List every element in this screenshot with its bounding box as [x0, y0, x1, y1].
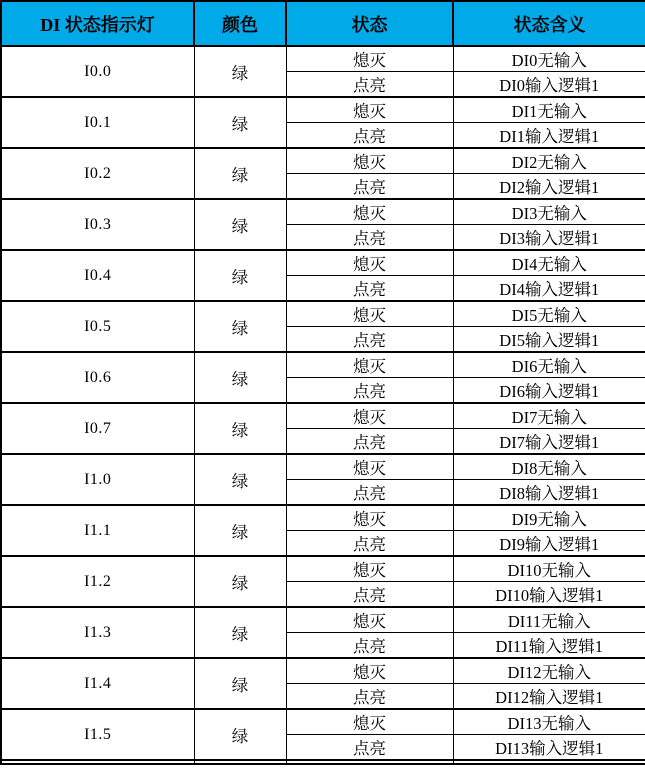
table-row	[1, 352, 645, 378]
state-off-cell: 熄灭	[286, 352, 453, 378]
color-cell: 绿	[194, 250, 286, 301]
state-on-cell: 点亮	[286, 327, 453, 353]
table-row	[1, 403, 645, 429]
indicator-cell: I0.6	[1, 352, 194, 403]
indicator-cell: I0.0	[1, 46, 194, 97]
meaning-off-cell: DI0无输入	[453, 46, 645, 72]
meaning-on-cell: DI11输入逻辑1	[453, 633, 645, 659]
state-off-cell: 熄灭	[286, 148, 453, 174]
color-cell: 绿	[194, 46, 286, 97]
indicator-cell: I1.3	[1, 607, 194, 658]
color-cell: 绿	[194, 556, 286, 607]
table-row	[1, 148, 645, 174]
meaning-on-cell: DI10输入逻辑1	[453, 582, 645, 608]
meaning-on-cell: DI9输入逻辑1	[453, 531, 645, 557]
state-off-cell: 熄灭	[286, 301, 453, 327]
indicator-cell: I0.4	[1, 250, 194, 301]
color-cell: 绿	[194, 505, 286, 556]
table-row	[1, 301, 645, 327]
meaning-on-cell: DI4输入逻辑1	[453, 276, 645, 302]
meaning-on-cell: DI0输入逻辑1	[453, 72, 645, 98]
indicator-cell: I1.1	[1, 505, 194, 556]
meaning-off-cell: DI4无输入	[453, 250, 645, 276]
meaning-off-cell: DI2无输入	[453, 148, 645, 174]
meaning-off-cell: DI13无输入	[453, 709, 645, 735]
state-on-cell: 点亮	[286, 276, 453, 302]
indicator-cell: I1.0	[1, 454, 194, 505]
indicator-cell: I1.5	[1, 709, 194, 760]
state-off-cell: 熄灭	[286, 199, 453, 225]
state-on-cell: 点亮	[286, 123, 453, 149]
meaning-off-cell: DI12无输入	[453, 658, 645, 684]
state-on-cell: 点亮	[286, 582, 453, 608]
partial-cell	[453, 760, 645, 764]
state-off-cell: 熄灭	[286, 556, 453, 582]
table-row	[1, 607, 645, 633]
table-row	[1, 250, 645, 276]
header-state-meaning: 状态含义	[453, 1, 645, 46]
table-row	[1, 709, 645, 735]
state-on-cell: 点亮	[286, 225, 453, 251]
color-cell: 绿	[194, 454, 286, 505]
color-cell: 绿	[194, 709, 286, 760]
meaning-on-cell: DI2输入逻辑1	[453, 174, 645, 200]
indicator-cell: I0.7	[1, 403, 194, 454]
state-off-cell: 熄灭	[286, 505, 453, 531]
color-cell: 绿	[194, 658, 286, 709]
color-cell: 绿	[194, 199, 286, 250]
state-off-cell: 熄灭	[286, 97, 453, 123]
table-header	[1, 1, 645, 46]
partial-cell	[286, 760, 453, 764]
table-row	[1, 46, 645, 72]
meaning-on-cell: DI6输入逻辑1	[453, 378, 645, 404]
state-off-cell: 熄灭	[286, 250, 453, 276]
bottom-partial-row	[1, 760, 645, 764]
partial-cell	[1, 760, 194, 764]
indicator-cell: I1.4	[1, 658, 194, 709]
indicator-cell: I0.1	[1, 97, 194, 148]
table-row	[1, 505, 645, 531]
state-on-cell: 点亮	[286, 684, 453, 710]
meaning-on-cell: DI3输入逻辑1	[453, 225, 645, 251]
color-cell: 绿	[194, 148, 286, 199]
state-on-cell: 点亮	[286, 378, 453, 404]
state-on-cell: 点亮	[286, 531, 453, 557]
meaning-off-cell: DI5无输入	[453, 301, 645, 327]
meaning-off-cell: DI7无输入	[453, 403, 645, 429]
meaning-on-cell: DI8输入逻辑1	[453, 480, 645, 506]
color-cell: 绿	[194, 97, 286, 148]
header-di-indicator: DI 状态指示灯	[1, 1, 194, 46]
meaning-off-cell: DI8无输入	[453, 454, 645, 480]
table-row	[1, 97, 645, 123]
meaning-on-cell: DI13输入逻辑1	[453, 735, 645, 761]
table-body	[1, 46, 645, 760]
indicator-cell: I0.2	[1, 148, 194, 199]
state-off-cell: 熄灭	[286, 709, 453, 735]
table-row	[1, 658, 645, 684]
meaning-off-cell: DI9无输入	[453, 505, 645, 531]
state-on-cell: 点亮	[286, 174, 453, 200]
header-color: 颜色	[194, 1, 286, 46]
meaning-on-cell: DI7输入逻辑1	[453, 429, 645, 455]
meaning-off-cell: DI6无输入	[453, 352, 645, 378]
color-cell: 绿	[194, 301, 286, 352]
header-row	[1, 1, 645, 46]
state-off-cell: 熄灭	[286, 658, 453, 684]
meaning-off-cell: DI10无输入	[453, 556, 645, 582]
state-on-cell: 点亮	[286, 72, 453, 98]
state-on-cell: 点亮	[286, 735, 453, 761]
state-off-cell: 熄灭	[286, 454, 453, 480]
indicator-cell: I0.3	[1, 199, 194, 250]
table-row	[1, 199, 645, 225]
meaning-off-cell: DI1无输入	[453, 97, 645, 123]
color-cell: 绿	[194, 403, 286, 454]
meaning-on-cell: DI1输入逻辑1	[453, 123, 645, 149]
partial-cell	[194, 760, 286, 764]
table-row	[1, 454, 645, 480]
state-off-cell: 熄灭	[286, 46, 453, 72]
meaning-off-cell: DI11无输入	[453, 607, 645, 633]
meaning-off-cell: DI3无输入	[453, 199, 645, 225]
state-on-cell: 点亮	[286, 633, 453, 659]
meaning-on-cell: DI12输入逻辑1	[453, 684, 645, 710]
state-off-cell: 熄灭	[286, 403, 453, 429]
state-on-cell: 点亮	[286, 429, 453, 455]
state-on-cell: 点亮	[286, 480, 453, 506]
indicator-cell: I0.5	[1, 301, 194, 352]
table-row	[1, 556, 645, 582]
color-cell: 绿	[194, 352, 286, 403]
state-off-cell: 熄灭	[286, 607, 453, 633]
partial-row	[1, 760, 645, 764]
color-cell: 绿	[194, 607, 286, 658]
meaning-on-cell: DI5输入逻辑1	[453, 327, 645, 353]
header-state: 状态	[286, 1, 453, 46]
indicator-cell: I1.2	[1, 556, 194, 607]
